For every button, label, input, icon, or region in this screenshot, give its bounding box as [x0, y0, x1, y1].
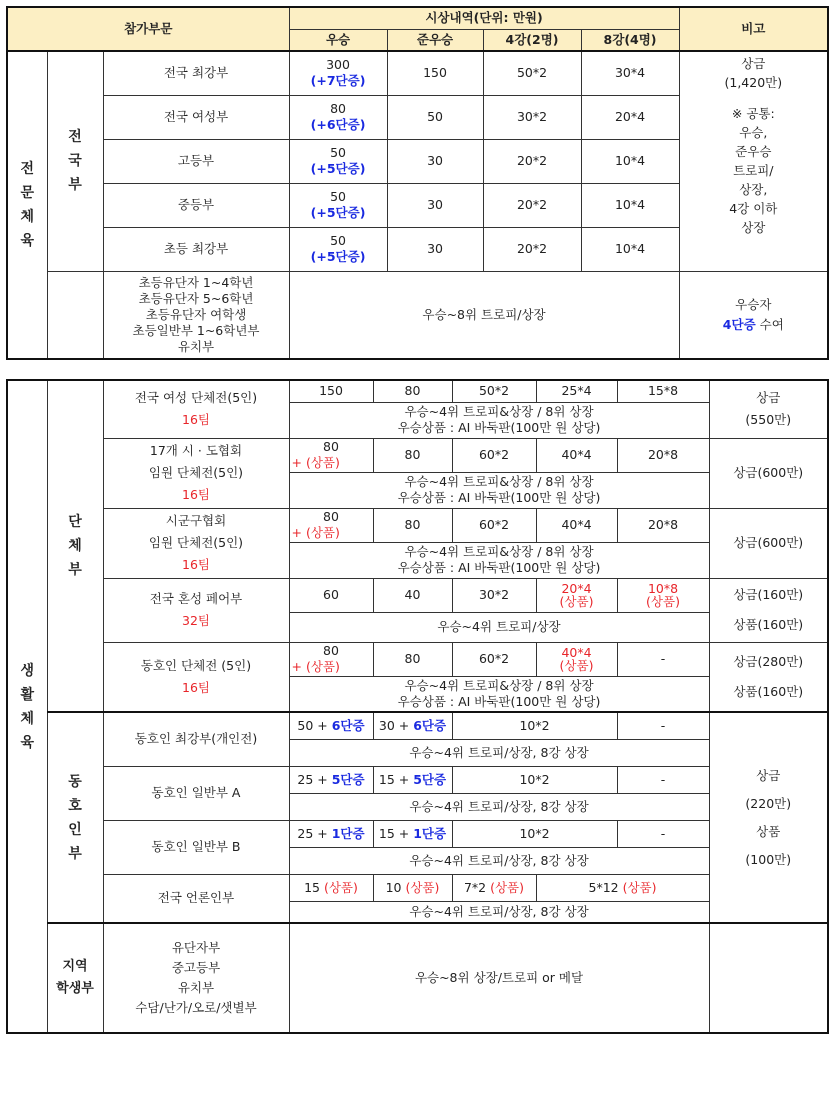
- top8-prize: 40*4: [536, 508, 617, 542]
- top8-prize: 10*4: [581, 183, 679, 227]
- second-prize: 15 + 5단증: [373, 766, 452, 793]
- regional-note: [709, 923, 828, 1033]
- table-row: [7, 923, 828, 1033]
- sub-label-team: 단 체 부: [47, 380, 103, 712]
- table-row: [7, 438, 828, 472]
- top4-prize: 20*2: [483, 183, 581, 227]
- win-prize: 50 (+5단증): [289, 227, 387, 271]
- note-amateur: 상금 (220만) 상품 (100만): [709, 712, 828, 923]
- win-prize: 50 + 6단증: [289, 712, 373, 739]
- table-row: [7, 712, 828, 739]
- table-row: [7, 578, 828, 612]
- division-name: 중등부: [103, 183, 289, 227]
- top4-prize: 50*2: [452, 380, 536, 402]
- pro-sports-table: [6, 6, 829, 360]
- group-label-pro: 전 문 체 육: [7, 51, 47, 359]
- header-prizes-title: 시상내역(단위: 만원): [289, 7, 679, 29]
- award-desc: 우승~4위 트로피/상장, 8강 상장: [289, 847, 709, 874]
- division-name: 전국 여성부: [103, 95, 289, 139]
- header-col-second: 준우승: [387, 29, 483, 51]
- division-name: 전국 최강부: [103, 51, 289, 95]
- sub-label-national: 전 국 부: [47, 51, 103, 271]
- youth-prize: 우승~8위 트로피/상장: [289, 271, 679, 359]
- table-row: [7, 51, 828, 95]
- top8-prize: 25*4: [536, 380, 617, 402]
- table-row: [7, 820, 828, 847]
- table-row: [7, 874, 828, 901]
- second-prize: 150: [387, 51, 483, 95]
- win-prize: 150: [289, 380, 373, 402]
- second-prize: 30: [387, 227, 483, 271]
- division-name: 시군구협회 임원 단체전(5인) 16팀: [103, 508, 289, 578]
- header-col-top8: 8강(4명): [581, 29, 679, 51]
- top8-prize: 20*4 (상품): [536, 578, 617, 612]
- award-desc: 우승~4위 트로피&상장 / 8위 상장 우승상품 : AI 바둑판(100만 원 상당): [289, 542, 709, 578]
- youth-divisions: 초등유단자 1~4학년 초등유단자 5~6학년 초등유단자 여학생 초등일반부 1~6학년부 유치부: [103, 271, 289, 359]
- table-row: [7, 380, 828, 402]
- top8-prize: -: [617, 712, 709, 739]
- note: 상금 (550만): [709, 380, 828, 438]
- group-label-life: 생 활 체 육: [7, 380, 47, 1033]
- second-prize: 80: [373, 438, 452, 472]
- division-name: 동호인 일반부 A: [103, 766, 289, 820]
- win-prize: 80 + (상품): [289, 508, 373, 542]
- sub-label-regional: 지역 학생부: [47, 923, 103, 1033]
- second-prize: 15 + 1단증: [373, 820, 452, 847]
- division-name: 동호인 최강부(개인전): [103, 712, 289, 766]
- win-prize: 25 + 5단증: [289, 766, 373, 793]
- top8-prize: 40*4: [536, 438, 617, 472]
- top16-prize: 15*8: [617, 380, 709, 402]
- win-prize: 60: [289, 578, 373, 612]
- top16-prize: 20*8: [617, 438, 709, 472]
- second-prize: 30 + 6단증: [373, 712, 452, 739]
- top8-prize: 10*4: [581, 139, 679, 183]
- division-name: 전국 여성 단체전(5인) 16팀: [103, 380, 289, 438]
- top8-prize: 10*4: [581, 227, 679, 271]
- win-prize: 80 (+6단증): [289, 95, 387, 139]
- second-prize: 10 (상품): [373, 874, 452, 901]
- sub-label-amateur: 동 호 인 부: [47, 712, 103, 923]
- second-prize: 80: [373, 642, 452, 676]
- youth-sub: [47, 271, 103, 359]
- note: 상금(600만): [709, 438, 828, 508]
- division-name: 동호인 단체전 (5인) 16팀: [103, 642, 289, 712]
- header-col-top4: 4강(2명): [483, 29, 581, 51]
- award-desc: 우승~4위 트로피/상장, 8강 상장: [289, 901, 709, 923]
- second-prize: 40: [373, 578, 452, 612]
- top8-prize: 40*4 (상품): [536, 642, 617, 676]
- regional-prize: 우승~8위 상장/트로피 or 메달: [289, 923, 709, 1033]
- note: 상금(600만): [709, 508, 828, 578]
- note: 상금(160만) 상품(160만): [709, 578, 828, 642]
- header-note: 비고: [679, 7, 828, 51]
- table-row: [7, 271, 828, 359]
- top4-prize: 50*2: [483, 51, 581, 95]
- division-name: 전국 혼성 페어부 32팀: [103, 578, 289, 642]
- note-pro: 상금 (1,420만) ※ 공통: 우승, 준우승 트로피/ 상장, 4강 이하 상장: [679, 51, 828, 271]
- second-prize: 30: [387, 183, 483, 227]
- division-name: 초등 최강부: [103, 227, 289, 271]
- win-prize: 80 + (상품): [289, 438, 373, 472]
- note: 상금(280만) 상품(160만): [709, 642, 828, 712]
- top16-prize: 20*8: [617, 508, 709, 542]
- win-prize: 80 + (상품): [289, 642, 373, 676]
- second-prize: 30: [387, 139, 483, 183]
- top16-prize: -: [617, 642, 709, 676]
- table-row: [7, 508, 828, 542]
- header-col-win: 우승: [289, 29, 387, 51]
- top8-prize: 30*4: [581, 51, 679, 95]
- second-prize: 50: [387, 95, 483, 139]
- table-row: [7, 766, 828, 793]
- top16-prize: 10*8 (상품): [617, 578, 709, 612]
- division-name: 17개 시 · 도협회 임원 단체전(5인) 16팀: [103, 438, 289, 508]
- top4-prize: 30*2: [483, 95, 581, 139]
- top4-prize: 20*2: [483, 139, 581, 183]
- second-prize: 80: [373, 380, 452, 402]
- win-prize: 300 (+7단증): [289, 51, 387, 95]
- youth-note: 우승자 4단증 수여: [679, 271, 828, 359]
- top4-prize: 7*2 (상품): [452, 874, 536, 901]
- top4-prize: 10*2: [452, 766, 617, 793]
- second-prize: 80: [373, 508, 452, 542]
- win-prize: 25 + 1단증: [289, 820, 373, 847]
- award-desc: 우승~4위 트로피/상장, 8강 상장: [289, 739, 709, 766]
- award-desc: 우승~4위 트로피&상장 / 8위 상장 우승상품 : AI 바둑판(100만 원 상당): [289, 402, 709, 438]
- top8-prize: 5*12 (상품): [536, 874, 709, 901]
- top4-prize: 60*2: [452, 438, 536, 472]
- top4-prize: 10*2: [452, 820, 617, 847]
- life-sports-table: [6, 379, 829, 1034]
- top8-prize: 20*4: [581, 95, 679, 139]
- top4-prize: 60*2: [452, 642, 536, 676]
- division-name: 고등부: [103, 139, 289, 183]
- award-desc: 우승~4위 트로피/상장: [289, 612, 709, 642]
- header-category: 참가부문: [7, 7, 289, 51]
- table-row: [7, 642, 828, 676]
- award-desc: 우승~4위 트로피&상장 / 8위 상장 우승상품 : AI 바둑판(100만 원 상당): [289, 472, 709, 508]
- top4-prize: 10*2: [452, 712, 617, 739]
- win-prize: 15 (상품): [289, 874, 373, 901]
- award-desc: 우승~4위 트로피/상장, 8강 상장: [289, 793, 709, 820]
- top8-prize: -: [617, 766, 709, 793]
- regional-divisions: 유단자부 중고등부 유치부 수담/난가/오로/샛별부: [103, 923, 289, 1033]
- division-name: 전국 언론인부: [103, 874, 289, 923]
- top4-prize: 30*2: [452, 578, 536, 612]
- win-prize: 50 (+5단증): [289, 139, 387, 183]
- top4-prize: 20*2: [483, 227, 581, 271]
- award-desc: 우승~4위 트로피&상장 / 8위 상장 우승상품 : AI 바둑판(100만 원 상당): [289, 676, 709, 712]
- top4-prize: 60*2: [452, 508, 536, 542]
- top8-prize: -: [617, 820, 709, 847]
- division-name: 동호인 일반부 B: [103, 820, 289, 874]
- win-prize: 50 (+5단증): [289, 183, 387, 227]
